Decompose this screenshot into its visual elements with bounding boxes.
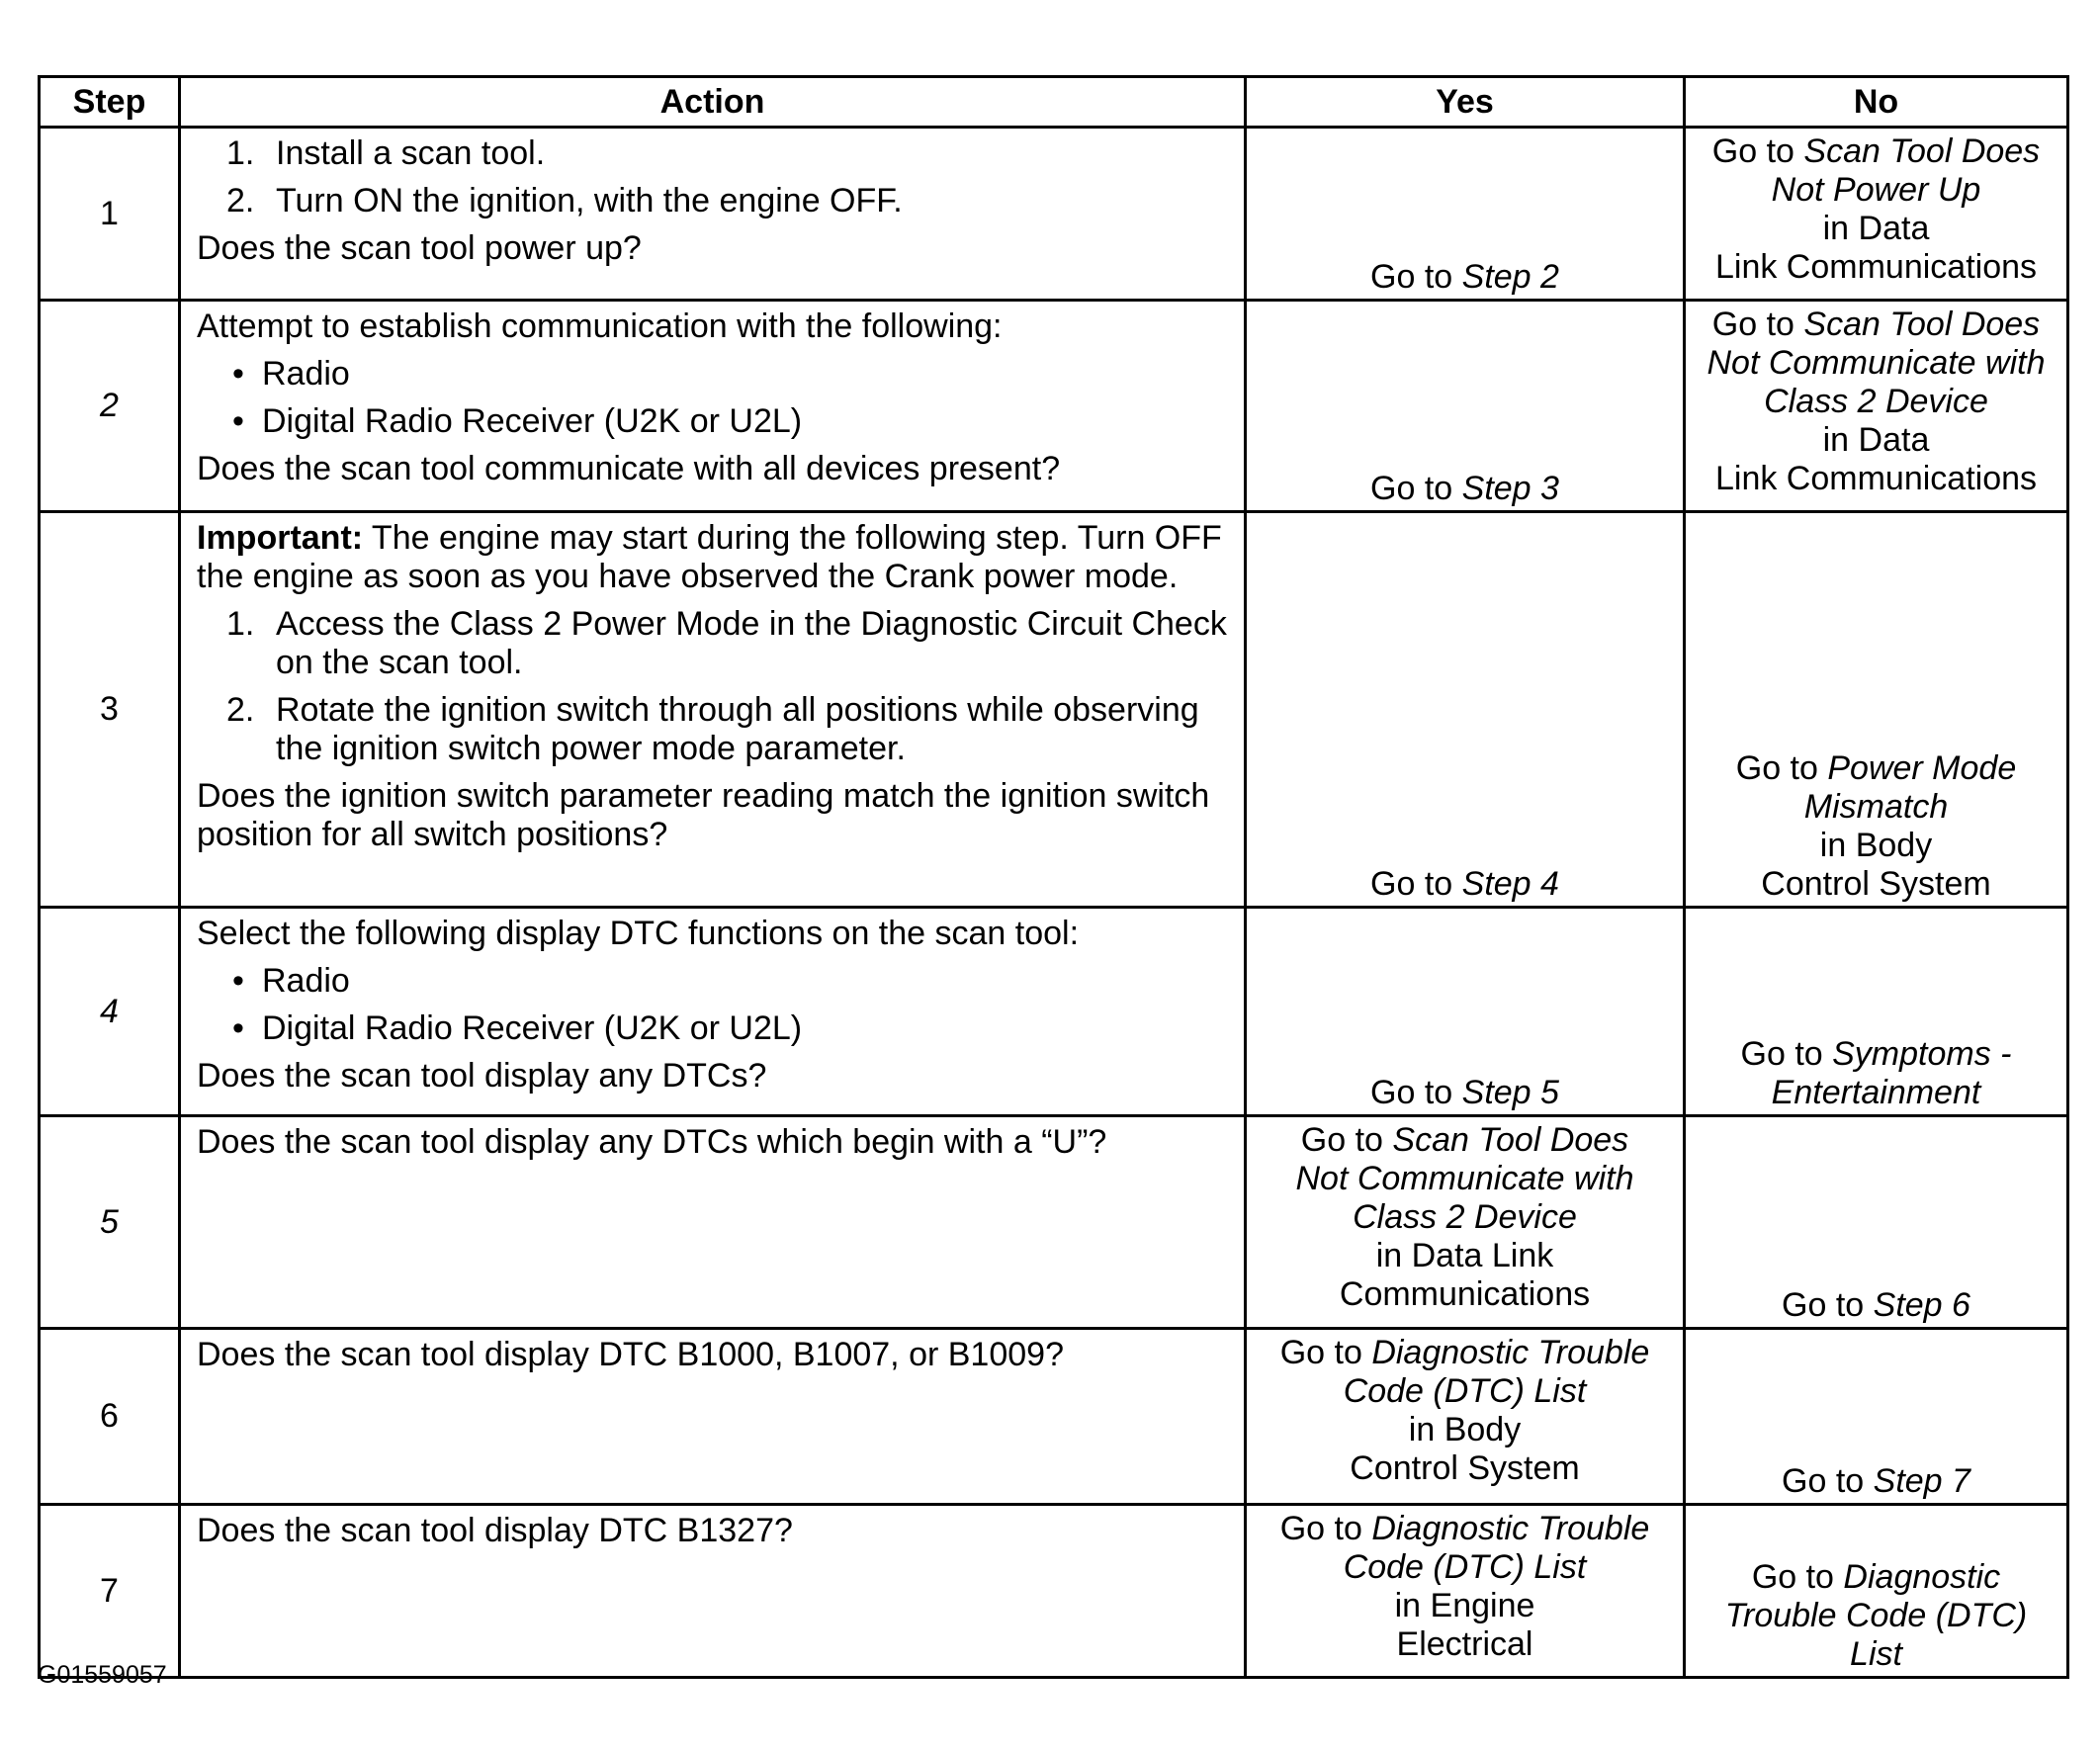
- header-yes: Yes: [1246, 77, 1685, 128]
- bullet-item: • Digital Radio Receiver (U2K or U2L): [232, 402, 803, 440]
- procedure-link[interactable]: Mismatch: [1803, 788, 1949, 826]
- action-question: Does the scan tool power up?: [197, 229, 642, 267]
- step-link[interactable]: Step 6: [1873, 1286, 1970, 1324]
- procedure-link[interactable]: Code (DTC) List: [1343, 1372, 1587, 1410]
- no-cell: Go to Diagnostic Trouble Code (DTC) List: [1685, 1505, 2068, 1678]
- no-cell: Go to Scan Tool Does Not Communicate with Class 2 Device in Data Link Communications: [1685, 301, 2068, 512]
- important-note: Important: The engine may start during the following step. Turn OFF the engine as soon as you have observed the Crank power mode.: [197, 519, 1222, 595]
- yes-cell: Go to Step 5: [1246, 908, 1685, 1116]
- step-link[interactable]: Step 4: [1461, 865, 1559, 903]
- header-no: No: [1685, 77, 2068, 128]
- numbered-item: 1. Install a scan tool.: [226, 134, 546, 172]
- table-row: [40, 512, 2068, 908]
- no-cell: Go to Scan Tool Does Not Power Up in Data Link Communications: [1685, 128, 2068, 301]
- step-link[interactable]: Step 2: [1461, 258, 1559, 296]
- action-cell: [180, 908, 1246, 1116]
- no-cell: Go to Symptoms - Entertainment: [1685, 908, 2068, 1116]
- no-cell: Go to Power Mode Mismatch in Body Control System: [1685, 512, 2068, 908]
- procedure-link[interactable]: Entertainment: [1771, 1074, 1981, 1111]
- step-number: 6: [40, 1329, 180, 1505]
- table-row: [40, 1116, 2068, 1329]
- action-intro: Attempt to establish communication with the following:: [197, 307, 1003, 345]
- bullet-item: • Radio: [232, 962, 350, 1000]
- yes-cell: Go to Diagnostic Trouble Code (DTC) List in Engine Electrical: [1246, 1505, 1685, 1678]
- table-row: [40, 128, 2068, 301]
- step-number: 5: [40, 1116, 180, 1329]
- action-cell: [180, 1116, 1246, 1329]
- procedure-link[interactable]: Diagnostic Trouble: [1371, 1334, 1650, 1371]
- procedure-link[interactable]: Scan Tool Does: [1392, 1121, 1629, 1159]
- yes-cell: Go to Diagnostic Trouble Code (DTC) List in Body Control System: [1246, 1329, 1685, 1505]
- numbered-item: 2. Rotate the ignition switch through all positions while observing the ignition switch power mode parameter.: [226, 691, 1199, 767]
- step-number: 3: [40, 512, 180, 908]
- diagnostic-table: [38, 75, 2069, 1679]
- header-action: Action: [180, 77, 1246, 128]
- bullet-item: • Digital Radio Receiver (U2K or U2L): [232, 1009, 803, 1047]
- step-link[interactable]: Step 7: [1873, 1462, 1970, 1500]
- step-number: 4: [40, 908, 180, 1116]
- step-link[interactable]: Step 3: [1461, 470, 1559, 507]
- step-number: 2: [40, 301, 180, 512]
- yes-cell: Go to Step 3: [1246, 301, 1685, 512]
- procedure-link[interactable]: Diagnostic: [1843, 1558, 2001, 1596]
- action-question: Does the scan tool display any DTCs?: [197, 1057, 767, 1095]
- procedure-link[interactable]: Diagnostic Trouble: [1371, 1510, 1650, 1547]
- procedure-link[interactable]: Class 2 Device: [1764, 383, 1988, 420]
- procedure-link[interactable]: Trouble Code (DTC): [1724, 1597, 2028, 1634]
- procedure-link[interactable]: Symptoms -: [1832, 1035, 2012, 1073]
- numbered-item: 2. Turn ON the ignition, with the engine OFF.: [226, 182, 903, 219]
- step-number: 7: [40, 1505, 180, 1678]
- step-number: 1: [40, 128, 180, 301]
- procedure-link[interactable]: Not Communicate with: [1295, 1160, 1634, 1197]
- action-intro: Select the following display DTC functions on the scan tool:: [197, 915, 1080, 952]
- action-question: Does the scan tool communicate with all devices present?: [197, 450, 1061, 487]
- procedure-link[interactable]: List: [1850, 1635, 1902, 1673]
- table-row: [40, 908, 2068, 1116]
- procedure-link[interactable]: Scan Tool Does Not Power Up: [1771, 132, 2041, 209]
- no-cell: Go to Step 7: [1685, 1329, 2068, 1505]
- action-cell: [180, 512, 1246, 908]
- action-question: Does the scan tool display any DTCs which begin with a “U”?: [197, 1123, 1107, 1161]
- procedure-link[interactable]: Not Communicate with: [1706, 344, 2046, 382]
- procedure-link[interactable]: Class 2 Device: [1353, 1198, 1577, 1236]
- action-cell: [180, 301, 1246, 512]
- table-row: [40, 1505, 2068, 1678]
- figure-id: G01559057: [38, 1661, 167, 1689]
- no-cell: Go to Step 6: [1685, 1116, 2068, 1329]
- action-question: Does the ignition switch parameter reading match the ignition switch position for all switch positions?: [197, 777, 1210, 853]
- table-row: [40, 301, 2068, 512]
- action-question: Does the scan tool display DTC B1000, B1007, or B1009?: [197, 1336, 1064, 1373]
- table-row: [40, 1329, 2068, 1505]
- action-question: Does the scan tool display DTC B1327?: [197, 1512, 793, 1549]
- header-row: [40, 77, 2068, 128]
- yes-cell: Go to Step 2: [1246, 128, 1685, 301]
- step-link[interactable]: Step 5: [1461, 1074, 1559, 1111]
- yes-cell: Go to Scan Tool Does Not Communicate with Class 2 Device in Data Link Communications: [1246, 1116, 1685, 1329]
- action-cell: [180, 1505, 1246, 1678]
- action-cell: [180, 1329, 1246, 1505]
- procedure-link[interactable]: Power Mode: [1827, 749, 2017, 787]
- yes-cell: Go to Step 4: [1246, 512, 1685, 908]
- procedure-link[interactable]: Scan Tool Does: [1803, 306, 2041, 343]
- procedure-link[interactable]: Code (DTC) List: [1343, 1548, 1587, 1586]
- numbered-item: 1. Access the Class 2 Power Mode in the Diagnostic Circuit Check on the scan tool.: [226, 605, 1227, 681]
- header-step: Step: [40, 77, 180, 128]
- bullet-item: • Radio: [232, 355, 350, 393]
- action-cell: [180, 128, 1246, 301]
